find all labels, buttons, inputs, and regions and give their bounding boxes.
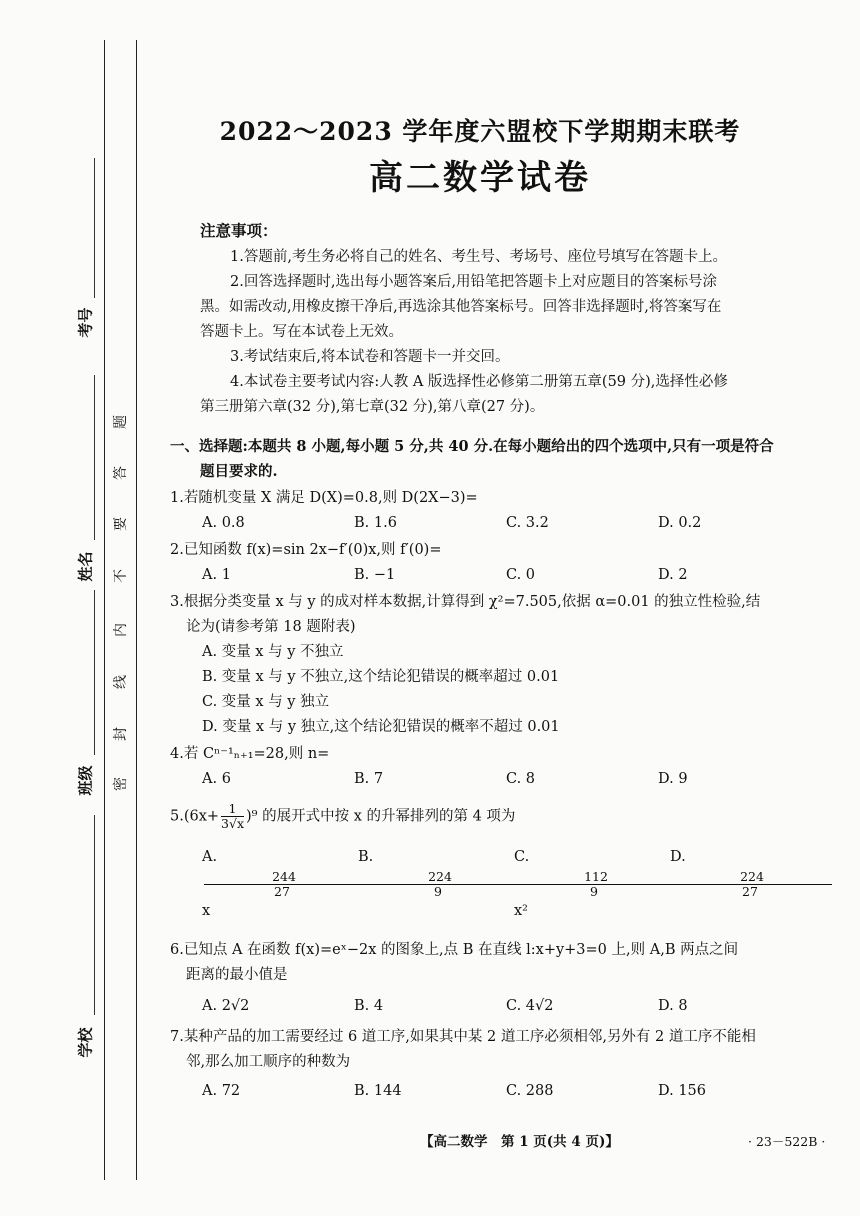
frac-den: 9 (590, 884, 598, 899)
option-c: C. 0 (506, 567, 536, 583)
seal-char: 封 (113, 727, 129, 741)
frac-den: 3√x (221, 816, 245, 831)
fraction (360, 870, 516, 899)
option-a: A. 变量 x 与 y 不独立 (202, 644, 344, 660)
binding-line-outer (104, 40, 105, 1180)
option-tail: x (202, 903, 211, 919)
fraction (204, 870, 360, 899)
option-c (514, 845, 670, 924)
options (202, 994, 810, 1019)
question-stem: 4.若 Cⁿ⁻¹ₙ₊₁=28,则 n= (170, 746, 330, 762)
question-stem: 3.根据分类变量 x 与 y 的成对样本数据,计算得到 χ²=7.505,依据 α=0.01 的独立性检验,结 (170, 594, 761, 610)
option-b: B. 144 (354, 1083, 402, 1099)
frac-num: 112 (516, 870, 676, 885)
option-b: B. 7 (354, 771, 384, 787)
fraction (516, 870, 672, 899)
option-letter: B. (358, 849, 374, 865)
option-letter: D. (670, 849, 686, 865)
frac-den: 27 (742, 884, 758, 899)
option-a (202, 845, 358, 924)
exam-title: 高二数学试卷 (369, 158, 591, 198)
option-d: D. 9 (658, 771, 688, 787)
option-a: A. 2√2 (202, 998, 250, 1014)
question-stem-cont: 论为(请参考第 18 题附表) (186, 619, 356, 635)
frac-den: 9 (434, 884, 442, 899)
question-stem: 1.若随机变量 X 满足 D(X)=0.8,则 D(2X−3)= (170, 490, 478, 506)
field-label: 班级 (76, 765, 95, 796)
fraction (672, 870, 828, 899)
option-a: A. 1 (202, 567, 231, 583)
note-line: 黑。如需改动,用橡皮擦干净后,再选涂其他答案标号。回答非选择题时,将答案写在 (200, 299, 722, 315)
seal-char: 要 (113, 517, 129, 531)
page-footer: 【高二数学 第 1 页(共 4 页)】 (420, 1134, 619, 1150)
note-line: 4.本试卷主要考试内容:人教 A 版选择性必修第二册第五章(59 分),选择性必修 (230, 374, 728, 390)
question-4 (170, 742, 810, 792)
field-line (94, 815, 95, 1015)
option-d: D. 8 (658, 998, 688, 1014)
fraction (221, 802, 244, 831)
note-line: 第三册第六章(32 分),第七章(32 分),第八章(27 分)。 (200, 399, 545, 415)
field-label: 考号 (76, 307, 95, 338)
option-d: D. 2 (658, 567, 688, 583)
option-letter: A. (202, 849, 218, 865)
question-7 (170, 1025, 810, 1104)
question-2 (170, 538, 810, 588)
options (202, 511, 810, 536)
stem-part: 5.(6x+ (170, 808, 220, 825)
options (202, 845, 810, 924)
stem-part: )⁹ 的展开式中按 x 的升幂排列的第 4 项为 (246, 808, 516, 825)
question-6 (170, 938, 810, 1019)
question-stem: 6.已知点 A 在函数 f(x)=eˣ−2x 的图象上,点 B 在直线 l:x+y+3=0 上,则 A,B 两点之间 (170, 942, 739, 958)
option-d: D. 156 (658, 1083, 707, 1099)
note-line: 1.答题前,考生务必将自己的姓名、考生号、考场号、座位号填写在答题卡上。 (230, 249, 727, 265)
question-stem: 2.已知函数 f(x)=sin 2x−f′(0)x,则 f′(0)= (170, 542, 442, 558)
question-5 (170, 802, 810, 924)
field-line (94, 375, 95, 540)
field-line (94, 590, 95, 755)
option-c: C. 288 (506, 1083, 554, 1099)
note-line: 答题卡上。写在本试卷上无效。 (200, 324, 403, 340)
option-b: B. 变量 x 与 y 不独立,这个结论犯错误的概率超过 0.01 (202, 669, 560, 685)
seal-char: 不 (113, 569, 129, 583)
question-stem-cont: 距离的最小值是 (186, 967, 288, 983)
section-heading-line2: 题目要求的. (200, 463, 278, 480)
section-heading (170, 434, 810, 484)
note-line: 2.回答选择题时,选出每小题答案后,用铅笔把答题卡上对应题目的答案标号涂 (230, 274, 718, 290)
seal-char: 内 (113, 623, 129, 637)
question-stem (170, 802, 810, 831)
question-stem: 7.某种产品的加工需要经过 6 道工序,如果其中某 2 道工序必须相邻,另外有 2 道工序不能相 (170, 1029, 756, 1045)
options (202, 1079, 810, 1104)
option-d: D. 变量 x 与 y 独立,这个结论犯错误的概率不超过 0.01 (202, 719, 560, 735)
frac-num: 224 (360, 870, 520, 885)
seal-char: 线 (113, 675, 129, 689)
frac-num: 244 (204, 870, 364, 885)
option-c: C. 变量 x 与 y 独立 (202, 694, 330, 710)
exam-content (170, 218, 810, 1104)
note-line: 3.考试结束后,将本试卷和答题卡一并交回。 (230, 349, 510, 365)
frac-num: 224 (672, 870, 832, 885)
option-a: A. 0.8 (202, 515, 245, 531)
field-label: 学校 (76, 1027, 95, 1058)
seal-char: 答 (113, 466, 129, 480)
question-3 (170, 590, 810, 740)
field-label: 姓名 (76, 551, 95, 582)
option-a: A. 6 (202, 771, 231, 787)
frac-num: 1 (221, 802, 244, 817)
option-b (358, 845, 514, 924)
option-b: B. −1 (354, 567, 396, 583)
option-a: A. 72 (202, 1083, 241, 1099)
exam-code: · 23－522B · (748, 1134, 826, 1149)
question-1 (170, 486, 810, 536)
options (202, 767, 810, 792)
options (202, 563, 810, 588)
option-c: C. 4√2 (506, 998, 554, 1014)
option-b: B. 4 (354, 998, 384, 1014)
exam-subtitle: 2022～2023 学年度六盟校下学期期末联考 (219, 117, 741, 146)
option-c: C. 3.2 (506, 515, 549, 531)
seal-char: 题 (113, 415, 129, 429)
option-tail: x² (514, 903, 528, 919)
option-d: D. 0.2 (658, 515, 702, 531)
option-b: B. 1.6 (354, 515, 397, 531)
section-heading-line1: 一、选择题:本题共 8 小题,每小题 5 分,共 40 分.在每小题给出的四个选项中,只有一项是符合 (170, 438, 774, 455)
notes-title: 注意事项： (200, 221, 278, 240)
seal-char: 密 (113, 777, 129, 791)
binding-line-inner (136, 40, 137, 1180)
option-d (670, 845, 826, 924)
option-letter: C. (514, 849, 530, 865)
option-c: C. 8 (506, 771, 536, 787)
question-stem-cont: 邻,那么加工顺序的种数为 (186, 1054, 351, 1070)
frac-den: 27 (274, 884, 290, 899)
